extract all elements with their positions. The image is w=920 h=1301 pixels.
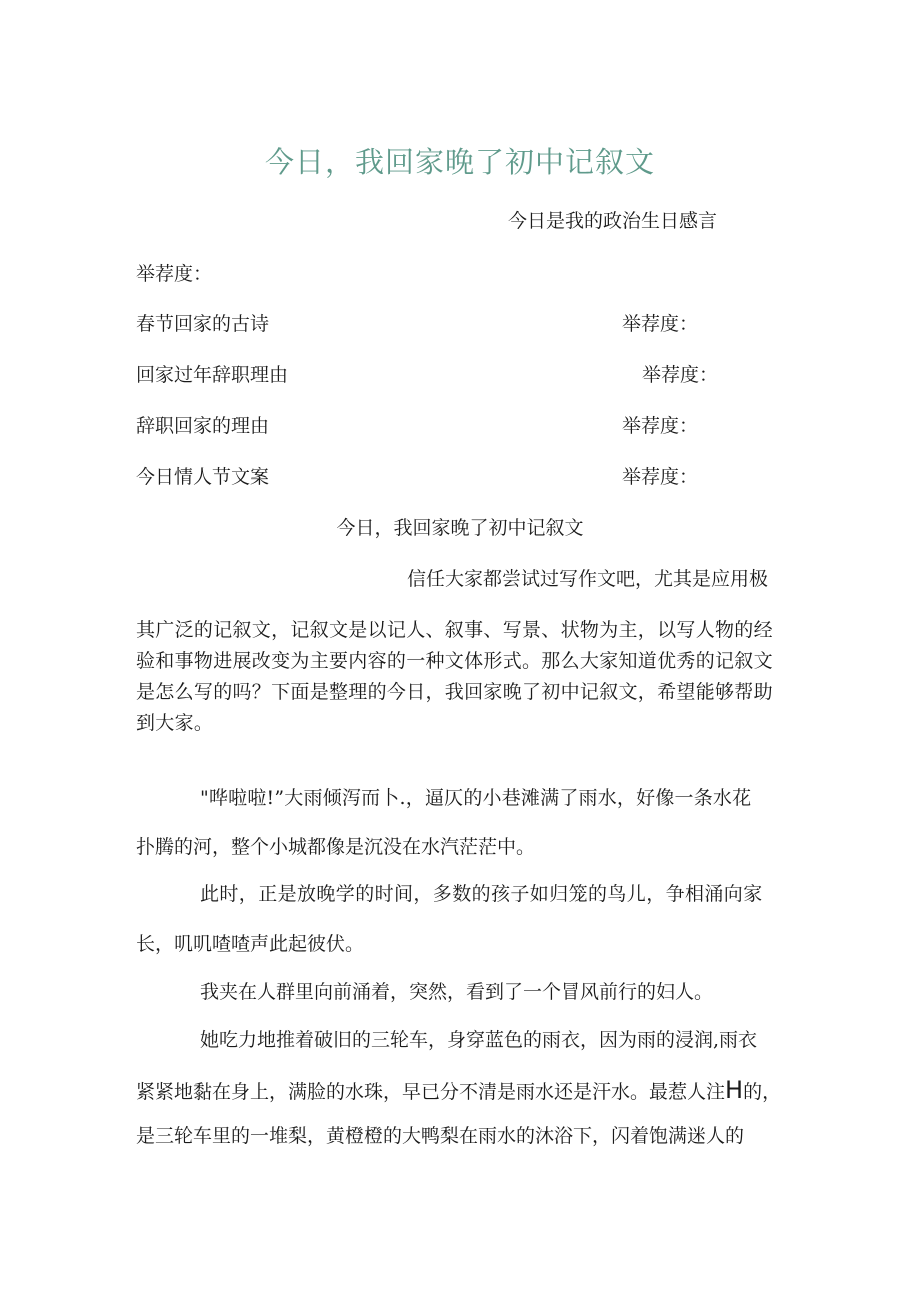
rec-item-title[interactable]: 辞职回家的理由: [136, 415, 270, 437]
rec-item-rating: 举荐度：: [642, 364, 719, 386]
rec-item-rating: 举荐度：: [622, 313, 699, 335]
intro-paragraph: 其广泛的记叙文，记叙文是以记人、叙事、写景、状物为主，以写人物的经验和事物进展改变为主要内容的一种文体形式。那么大家知道优秀的记叙文是怎么写的吗？下面是整理的今日，我回家晚了初中记叙文，希望能够帮助到大家。: [136, 619, 773, 734]
paragraph-text: 的，: [743, 1081, 782, 1103]
rec-item-title[interactable]: 回家过年辞职理由: [136, 364, 289, 386]
paragraph-line: 长，叽叽喳喳声此起彼伏。: [136, 933, 365, 955]
rec-item-title[interactable]: 今日情人节文案: [136, 466, 270, 488]
document-title: 今日，我回家晚了初中记叙文: [264, 145, 655, 179]
paragraph-line: "哗啦啦!”大雨倾泻而卜.，逼仄的小巷滩满了雨水，好像一条水花: [200, 787, 752, 809]
article-title: 今日，我回家晚了初中记叙文: [336, 517, 584, 539]
paragraph-line: 此时，正是放晚学的时间，多数的孩子如归笼的鸟儿，争相涌向家: [200, 883, 763, 905]
paragraph-line: 扑腾的河，整个小城都像是沉没在水汽茫茫中。: [136, 836, 536, 858]
paragraph-line: 她吃力地推着破旧的三轮车，身穿蓝色的雨衣，因为雨的浸润,雨衣: [200, 1029, 758, 1051]
rec-item-title[interactable]: 春节回家的古诗: [136, 313, 270, 335]
subtitle-link[interactable]: 今日是我的政治生日感言: [508, 210, 718, 232]
paragraph-text: 紧紧地黏在身上，满脸的水珠，早已分不清是雨水还是汗水。最惹人注: [136, 1081, 726, 1103]
rec-item-rating: 举荐度：: [622, 415, 699, 437]
rec-heading: 举荐度：: [136, 263, 213, 285]
paragraph-line: [136, 1078, 781, 1102]
paragraph-line: 是三轮车里的一堆梨，黄橙橙的大鸭梨在雨水的沐浴下，闪着饱满迷人的: [136, 1125, 745, 1147]
intro-first-line: 信任大家都尝试过写作文吧，尤其是应用极: [407, 568, 769, 590]
rec-item-rating: 举荐度：: [622, 466, 699, 488]
paragraph-line: 我夹在人群里向前涌着，突然，看到了一个冒风前行的妇人。: [200, 981, 714, 1003]
paragraph-text: H: [725, 1076, 744, 1104]
